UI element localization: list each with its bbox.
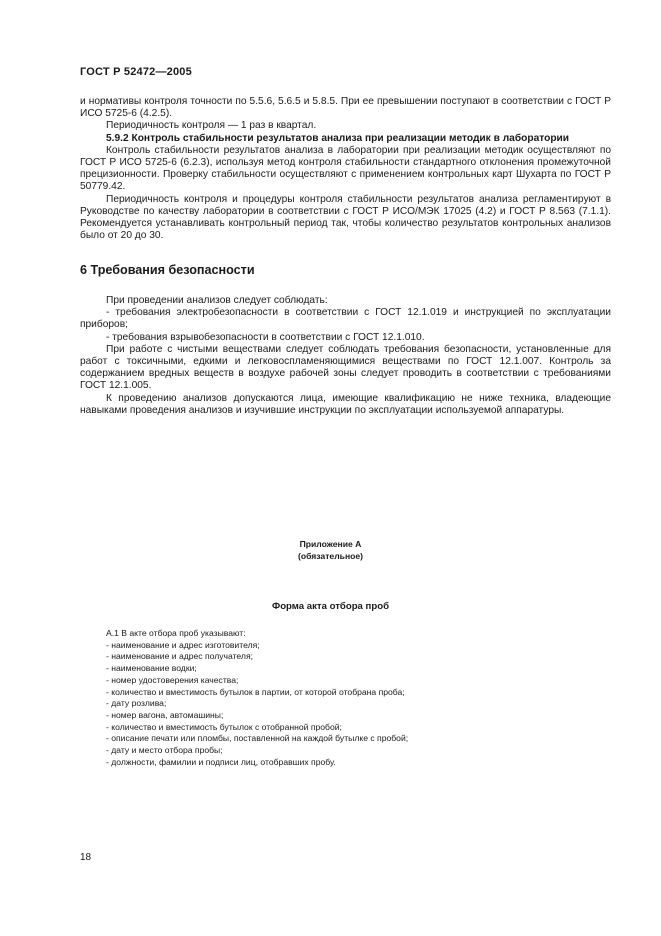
list-intro: А.1 В акте отбора проб указывают: [106,628,246,638]
list-item: - номер вагона, автомашины; [106,709,224,720]
paragraph-chemical-safety: При работе с чистыми веществами следует соблюдать требования безопасности, установленные для работ с токсичными, едкими и легковоспламеняющимися веществами по ГОСТ 12.1.007. Контроль за содержанием вредных веществ в воздухе рабочей зоны следует проводить в соответствии с требованиями ГОСТ 12.1.005. [80,343,611,392]
list-item: - наименование водки; [106,663,197,674]
list-item: - наименование и адрес изготовителя; [106,639,260,650]
paragraph-control-norms: и нормативы контроля точности по 5.5.6, 5.6.5 и 5.8.5. При ее превышении поступают в соответствии с ГОСТ Р ИСО 5725-6 (4.2.5). [80,96,611,120]
list-item: - описание печати или пломбы, поставленной на каждой бутылке с пробой; [106,733,409,744]
paragraph-stability-control: Контроль стабильности результатов анализа в лаборатории при реализации методик осуществляют по ГОСТ Р ИСО 5725-6 (6.2.3), используя метод контроля стабильности стандартного отклонения промежуточной прецизионности. Проверку стабильности осуществляют с применением контрольных карт Шухарта по ГОСТ Р 50779.42. [80,144,611,193]
list-item: - должности, фамилии и подписи лиц, отобравших пробу. [106,756,336,767]
paragraph-stability-periodicity: Периодичность контроля и процедуры контроля стабильности результатов анализа регламентируют в Руководстве по качеству лаборатории в соответствии с ГОСТ Р ИСО/МЭК 17025 (4.2) и ГОСТ Р 8.563 (7.1.1). Рекомендуется устанавливать контрольный период так, чтобы количество результатов контрольных анализов было от 20 до 30. [80,193,611,242]
quality-control-text-block [80,96,611,242]
list-item: - дату и место отбора пробы; [106,745,223,756]
appendix-label: Приложение А [299,539,362,549]
paragraph-safety-intro: При проведении анализов следует соблюдать: [106,295,328,306]
section-6-title: 6 Требования безопасности [80,263,255,277]
list-item: - дату розлива; [106,698,167,709]
list-item-electrical-safety: - требования электробезопасности в соответствии с ГОСТ 12.1.019 и инструкцией по эксплуатации приборов; [80,307,611,331]
list-item: - номер удостоверения качества; [106,674,239,685]
appendix-status: (обязательное) [297,551,364,561]
subsection-heading-5-9-2: 5.9.2 Контроль стабильности результатов анализа при реализации методик в лаборатории [106,132,570,144]
document-header-code: ГОСТ Р 52472—2005 [80,66,192,78]
page-number: 18 [80,852,92,863]
list-item: - количество и вместимость бутылок в партии, от которой отобрана проба; [106,686,405,697]
appendix-form-title: Форма акта отбора проб [272,601,389,612]
list-item: - количество и вместимость бутылок с отобранной пробой; [106,721,342,732]
list-item: - наименование и адрес получателя; [106,651,253,662]
paragraph-control-frequency: Периодичность контроля — 1 раз в квартал. [106,120,317,132]
sampling-act-list [106,628,408,768]
safety-requirements-text-block [80,295,611,417]
paragraph-personnel-qualification: К проведению анализов допускаются лица, имеющие квалификацию не ниже техника, владеющие навыками проведения анализов и изучившие инструкции по эксплуатации используемой аппаратуры. [80,392,611,416]
list-item-explosion-safety: - требования взрывобезопасности в соответствии с ГОСТ 12.1.010. [106,331,425,343]
